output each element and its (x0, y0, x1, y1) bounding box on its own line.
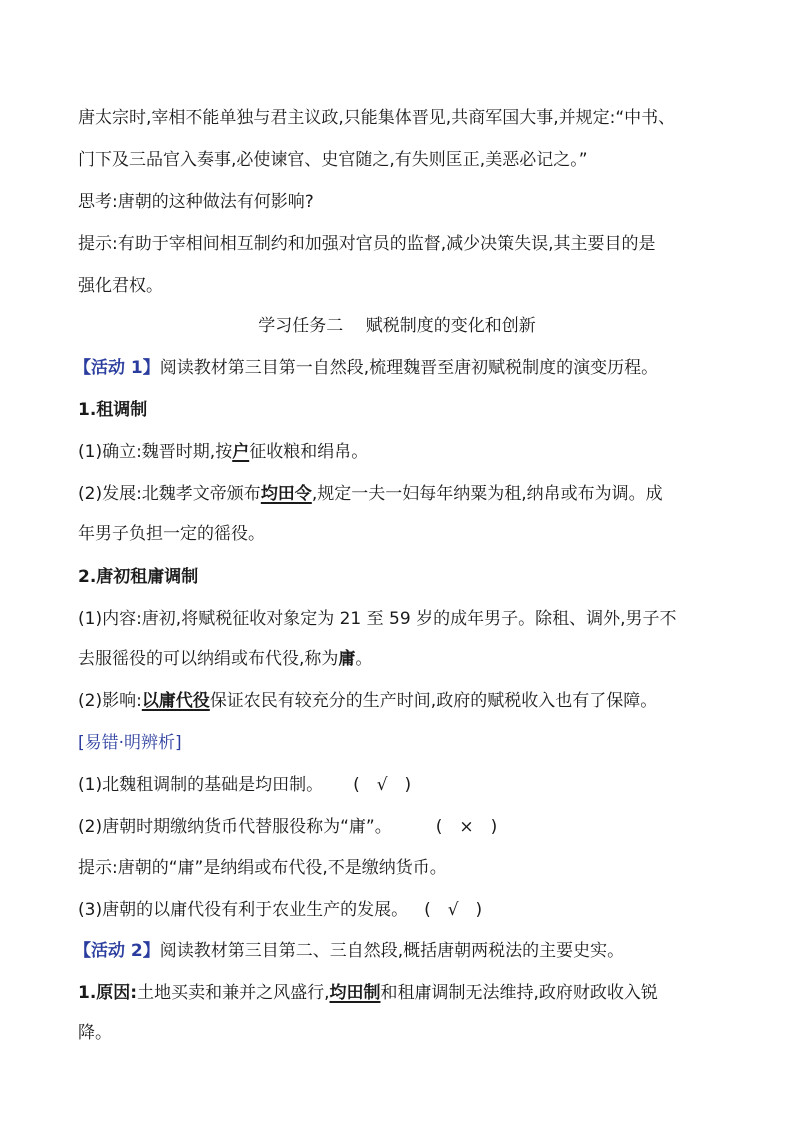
hint-line-2: 强化君权。 (78, 276, 163, 296)
sec1-item-2 (78, 482, 663, 506)
sec1-item-2-pre: (2)发展:北魏孝文帝颁布 (78, 484, 261, 504)
sec1-item-2-key: 均田令 (260, 484, 312, 504)
sec1-item-1-key: 户 (232, 442, 250, 462)
sec2-item-2-key: 以庸代役 (141, 691, 210, 711)
hint-line-1: 提示:有助于宰相间相互制约和加强对官员的监督,减少决策失误,其主要目的是 (78, 234, 656, 254)
sec1-item-1 (78, 440, 368, 464)
sec3-post: 和租庸调制无法维持,政府财政收入锐 (380, 983, 658, 1003)
sec3-heading: 1.原因: (78, 983, 138, 1003)
mistake-q3 (78, 898, 482, 922)
mistake-q2-mark: ( × ) (435, 817, 498, 837)
mistake-q1-mark: ( √ ) (353, 775, 412, 795)
sec2-item-1: (1)内容:唐初,将赋税征收对象定为 21 至 59 岁的成年男子。除租、调外,男子不 (78, 609, 677, 629)
sec3-cause (78, 981, 658, 1005)
sec2-item-1-key: 庸 (338, 649, 356, 669)
sec2-item-1-line-2-pre: 去服徭役的可以纳绢或布代役,称为 (78, 649, 339, 669)
activity-1-tag: 【活动 1】 (74, 358, 160, 378)
mistake-q3-text: (3)唐朝的以庸代役有利于农业生产的发展。 (78, 900, 409, 920)
sec2-item-2-post: 保证农民有较充分的生产时间,政府的赋税收入也有了保障。 (209, 691, 658, 711)
sec1-item-2-post: ,规定一夫一妇每年纳粟为租,纳帛或布为调。成 (311, 484, 663, 504)
sec3-pre: 土地买卖和兼并之风盛行, (137, 983, 330, 1003)
sec1-item-2-line-2: 年男子负担一定的徭役。 (78, 524, 265, 544)
mistake-q3-mark: ( √ ) (424, 900, 483, 920)
sec2-item-2-pre: (2)影响: (78, 691, 142, 711)
activity-1 (74, 356, 658, 380)
activity-1-text: 阅读教材第三目第一自然段,梳理魏晋至唐初赋税制度的演变历程。 (159, 358, 659, 378)
sec3-key: 均田制 (329, 983, 381, 1003)
activity-2 (74, 939, 624, 963)
activity-2-text: 阅读教材第三目第二、三自然段,概括唐朝两税法的主要史实。 (159, 941, 625, 961)
sec2-item-1-line-2 (78, 647, 372, 671)
intro-line-1: 唐太宗时,宰相不能单独与君主议政,只能集体晋见,共商军国大事,并规定:“中书、 (78, 108, 676, 128)
mistake-q1-text: (1)北魏租调制的基础是均田制。 (78, 775, 324, 795)
sec3-line-2: 降。 (78, 1023, 112, 1043)
section-heading-zuyongdiao: 2.唐初租庸调制 (78, 567, 199, 587)
mistake-q1 (78, 773, 411, 797)
sec1-item-1-post: 征收粮和绢帛。 (249, 442, 369, 462)
mistake-q2 (78, 815, 497, 839)
mistakes-tag: [易错·明辨析] (78, 733, 182, 753)
task-title: 学习任务二 赋税制度的变化和创新 (258, 316, 536, 336)
think-question: 思考:唐朝的这种做法有何影响? (78, 192, 314, 212)
sec2-item-1-line-2-post: 。 (355, 649, 373, 669)
section-heading-zudiao: 1.租调制 (78, 400, 148, 420)
mistake-q2-text: (2)唐朝时期缴纳货币代替服役称为“庸”。 (78, 817, 392, 837)
intro-line-2: 门下及三品官入奏事,必使谏官、史官随之,有失则匡正,美恶必记之。” (78, 150, 588, 170)
activity-2-tag: 【活动 2】 (74, 941, 160, 961)
sec2-item-2 (78, 689, 657, 713)
sec1-item-1-pre: (1)确立:魏晋时期,按 (78, 442, 233, 462)
mistake-q2-hint: 提示:唐朝的“庸”是纳绢或布代役,不是缴纳货币。 (78, 858, 447, 878)
